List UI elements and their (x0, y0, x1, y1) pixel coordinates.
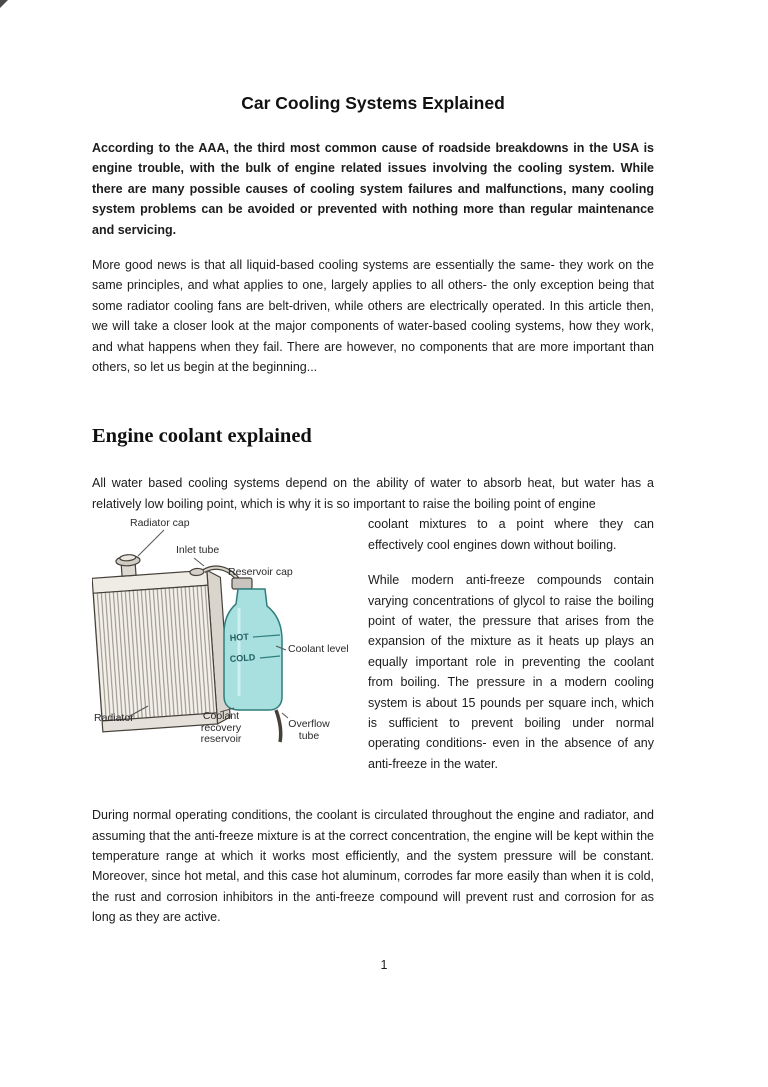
overview-paragraph: More good news is that all liquid-based cooling systems are essentially the same- they work on the same principles, and what applies to one, largely applies to all others- the only exception being that some radiator cooling fans are belt-driven, while others are electrically operated. In this article then, we will take a closer look at the major components of water-based cooling systems, how they work, and what happens when they fail. There are however, no components that are more important than others, so let us begin at the beginning... (92, 258, 654, 375)
radiator-cap-label: Radiator cap (130, 517, 190, 530)
radiator-diagram (92, 516, 356, 784)
coolant-paragraph-lead: All water based cooling systems depend on the ability of water to absorb heat, but water has a relatively low boiling point, which is why it is so important to raise the boiling point of engine (92, 476, 654, 511)
overflow-tube (276, 710, 281, 742)
coolant-paragraph-wrap: coolant mixtures to a point where they can effectively cool engines down without boiling. (368, 517, 654, 552)
page-number: 1 (380, 958, 388, 972)
hot-marking: HOT (229, 631, 250, 644)
reservoir-cap-label: Reservoir cap (228, 566, 293, 579)
coolant-level-label: Coolant level (288, 643, 349, 656)
overflow-tube-label: Overflow tube (288, 718, 330, 742)
pressure-paragraph: While modern anti-freeze compounds contain varying concentrations of glycol to raise the boiling point of water, the pressure that arises from the expansion of the mixture as it heats up plays an equally important role in preventing the coolant from boiling. The pressure in a modern cooling system is about 15 pounds per square inch, which is sufficient to prevent boiling under normal operating conditions- even in the absence of any anti-freeze in the water. (368, 573, 654, 771)
page-corner-artifact (0, 0, 8, 8)
page-title: Car Cooling Systems Explained (241, 93, 505, 113)
inlet-tube-label: Inlet tube (176, 544, 220, 557)
reservoir-bottle (224, 578, 282, 710)
section-heading: Engine coolant explained (92, 425, 312, 448)
cold-marking: COLD (229, 652, 256, 665)
operating-paragraph: During normal operating conditions, the coolant is circulated throughout the engine and radiator, and assuming that the anti-freeze mixture is at the correct concentration, the engine will be kept within the temperature range at which it works most efficiently, and the system pressure will be constant. Moreover, since hot metal, and this case hot aluminum, corrodes far more easily than when it is cold, the rust and corrosion inhibitors in the anti-freeze compound will prevent rust and corrosion for as long as they are active. (92, 808, 654, 925)
radiator-label: Radiator (94, 712, 134, 725)
radiator-body (92, 549, 231, 733)
recovery-reservoir-label: Coolant recovery reservoir (200, 710, 242, 746)
intro-paragraph: According to the AAA, the third most common cause of roadside breakdowns in the USA is engine trouble, with the bulk of engine related issues involving the cooling system. While there are many possible causes of cooling system failures and malfunctions, many cooling system problems can be avoided or prevented with nothing more than regular maintenance and servicing. (92, 141, 654, 237)
